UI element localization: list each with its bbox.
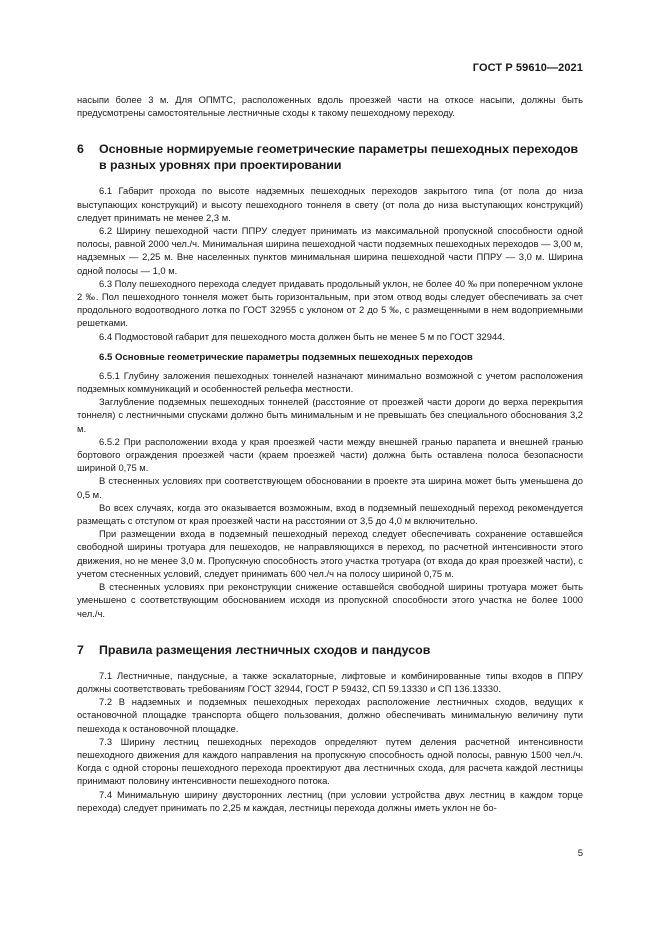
section-6-title: Основные нормируемые геометрические параметры пешеходных переходов в разных уровнях при проектировании	[99, 142, 579, 173]
paragraph-6-5-2-constrained: В стесненных условиях при соответствующем обосновании в проекте эта ширина может быть уменьшена до 0,5 м.	[77, 475, 583, 500]
paragraph-6-5-2-sidewalk: При размещении входа в подземный пешеходный переход следует обеспечивать сохранение оставшейся свободной ширины тротуара для пешеходов, не направляющихся в переход, по расчетной интенсивности этого движения, но не менее 3,0 м. Пропускную способность этого участка тротуара (от входа до края проезжей части), с учетом стесненных условий, следует принимать 600 чел./ч на полосу шириной 0,75 м.	[77, 528, 583, 579]
section-7-heading	[77, 642, 583, 658]
paragraph-6-5-2-offset: Во всех случаях, когда это оказывается возможным, вход в подземный пешеходный переход рекомендуется размещать с отступом от края проезжей части на расстоянии от 3,5 до 4,0 м включительно.	[77, 501, 583, 527]
standard-code: ГОСТ Р 59610—2021	[472, 62, 583, 74]
paragraph-6-5-2: 6.5.2 При расположении входа у края проезжей части между внешней гранью парапета и внешней гранью бортового ограждения проезжей части (краем проезжей части) должна быть оставлена полоса безопасности шириной 0,75 м.	[77, 435, 583, 474]
paragraph-7-2: 7.2 В надземных и подземных пешеходных переходах расположение лестничных сходов, ведущих к остановочной площадке транспорта общего пользования, должно обеспечивать минимальную величину пути пешехода к остановочной площадке.	[77, 696, 583, 734]
paragraph-6-5-1: 6.5.1 Глубину заложения пешеходных тоннелей назначают минимально возможной с учетом расположения подземных коммуникаций и особенностей рельефа местности.	[77, 369, 583, 395]
paragraph-6-2: 6.2 Ширину пешеходной части ППРУ следует принимать из максимальной пропускной способности одной полосы, равной 2000 чел./ч. Минимальная ширина пешеходной части подземных пешеходных переходов — 3,00 м, надземных — 2,25 м. Вне населенных пунктов минимальная ширина пешеходной части ППРУ — 3,0 м. Ширина одной полосы — 1,0 м.	[77, 225, 583, 276]
paragraph-6-4: 6.4 Подмостовой габарит для пешеходного моста должен быть не менее 5 м по ГОСТ 32944.	[99, 330, 505, 342]
section-7-title: Правила размещения лестничных сходов и пандусов	[99, 642, 431, 657]
paragraph-6-5-2-reconstruction: В стесненных условиях при реконструкции снижение оставшейся свободной ширины тротуара может быть уменьшено с соответствующим обоснованием исходя из пропускной способности этого участка не более 1000 чел./ч.	[77, 581, 583, 619]
paragraph-6-3: 6.3 Полу пешеходного перехода следует придавать продольный уклон, не более 40 ‰ при поперечном уклоне 2 ‰. Пол пешеходного тоннеля может быть горизонтальным, при этом отвод воды следует обеспечивать за счет продольного водоотводного лотка по ГОСТ 32955 с уклоном от 2 до 5 ‰, с размещенными в нем водоприемными решетками.	[77, 277, 583, 329]
section-6-number: 6	[77, 142, 84, 157]
intro-paragraph: насыпи более 3 м. Для ОПМТС, расположенных вдоль проезжей части на откосе насыпи, должны быть предусмотрены самостоятельные лестничные сходы к такому пешеходному переходу.	[77, 94, 583, 119]
subsection-6-5-heading: 6.5 Основные геометрические параметры подземных пешеходных переходов	[99, 351, 473, 363]
page-number: 5	[577, 848, 583, 859]
section-6-heading	[77, 141, 583, 173]
paragraph-7-4: 7.4 Минимальную ширину двусторонних лестниц (при условии устройства двух лестниц в каждом торце перехода) следует принимать по 2,25 м каждая, лестницы перехода должны иметь уклон не бо-	[77, 788, 583, 813]
document-body	[77, 93, 583, 814]
paragraph-6-5-1-depth: Заглубление подземных пешеходных тоннелей (расстояние от проезжей части дороги до верха перекрытия тоннеля) с лестничными спусками должно быть минимальным и не превышать без специального обоснования 3,2 м.	[77, 396, 583, 434]
paragraph-7-3: 7.3 Ширину лестниц пешеходных переходов определяют путем деления расчетной интенсивности пешеходного движения для каждого направления на пропускную способность одной полосы, равную 1500 чел./ч. Когда с одной стороны пешеходного перехода проектируют два лестничных схода, для расчета каждой лестницы принимают половину интенсивности пешеходного потока.	[77, 735, 583, 787]
paragraph-6-1: 6.1 Габарит прохода по высоте надземных пешеходных переходов закрытого типа (от пола до низа выступающих конструкций) и высоту пешеходного тоннеля в свету (от пола до низа выступающих конструкций) следует принимать не менее 2,3 м.	[77, 185, 583, 223]
section-7-number: 7	[77, 642, 84, 657]
paragraph-7-1: 7.1 Лестничные, пандусные, а также эскалаторные, лифтовые и комбинированные типы входов в ППРУ должны соответствовать требованиям ГОСТ 32944, ГОСТ Р 59432, СП 59.13330 и СП 136.13330.	[77, 669, 583, 694]
